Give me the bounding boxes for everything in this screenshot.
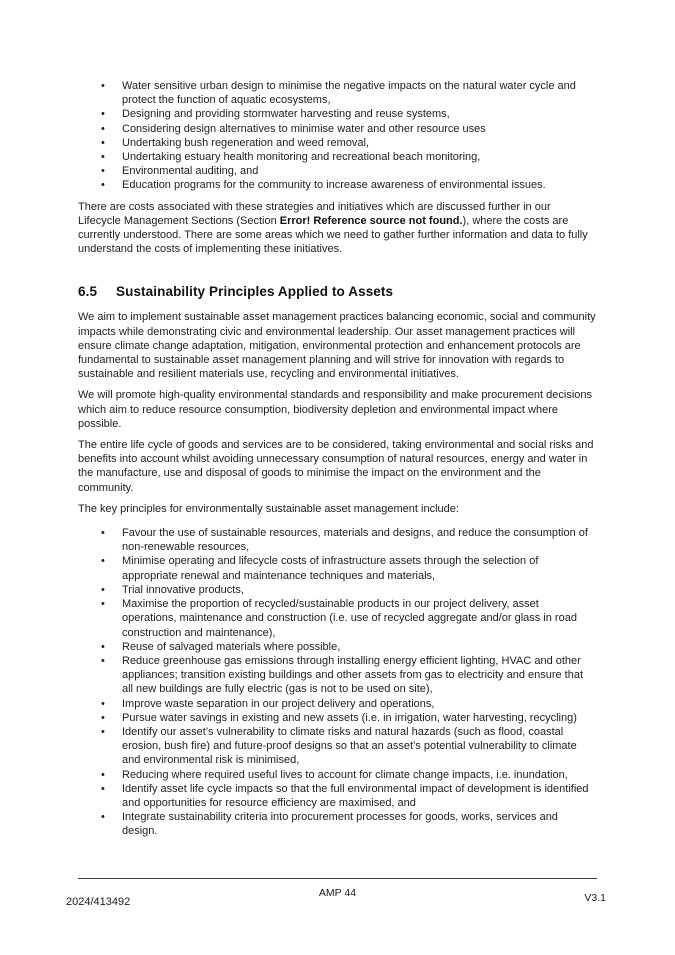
footer-version: V3.1 [584, 892, 606, 904]
list-item: • Trial innovative products, [78, 583, 596, 597]
body-paragraph-aim: We aim to implement sustainable asset management practices balancing economic, social and community impacts while demonstrating civic and environmental leadership. Our asset management practices will ensure climate change adaptation, mitigation, environmental protection and enhancement protocols are fundamental to sustainable asset management planning and will strive for innovation with regards to sustainable and resilient materials use, recycling and environmental initiatives. [78, 311, 596, 381]
list-item: • Improve waste separation in our project delivery and operations, [78, 697, 596, 711]
environment-initiatives-list [78, 79, 596, 193]
list-item: • Considering design alternatives to minimise water and other resource uses [78, 122, 596, 136]
list-item: • Pursue water savings in existing and new assets (i.e. in irrigation, water harvesting, recycling) [78, 711, 596, 725]
body-paragraph-promote: We will promote high-quality environmental standards and responsibility and make procurement decisions which aim to reduce resource consumption, biodiversity depletion and environmental impact where possible. [78, 389, 593, 430]
error-reference-text: Error! Reference source not found. [279, 214, 463, 227]
list-item: • Integrate sustainability criteria into procurement processes for goods, works, services and design. [78, 810, 596, 838]
list-item: • Identify asset life cycle impacts so that the full environmental impact of development is identified and opportunities for resource efficiency are maximised, and [78, 782, 596, 810]
footer-doc-number: 2024/413492 [66, 896, 131, 908]
list-item: • Favour the use of sustainable resources, materials and designs, and reduce the consumption of non-renewable resources, [78, 526, 596, 554]
list-item: • Reducing where required useful lives to account for climate change impacts, i.e. inundation, [78, 768, 596, 782]
list-item: • Environmental auditing, and [78, 164, 596, 178]
footer-divider [78, 878, 597, 879]
costs-text-before: There are costs associated with these strategies and initiatives which are discussed further in our Lifecycle Management Sections (Section [78, 200, 551, 227]
list-item: • Designing and providing stormwater harvesting and reuse systems, [78, 107, 596, 121]
list-item: • Reduce greenhouse gas emissions through installing energy efficient lighting, HVAC and other appliances; transition existing buildings and other assets from gas to electricity and ensure that all new buildings are fully electric (gas is not to be used on site), [78, 654, 596, 697]
list-item: • Reuse of salvaged materials where possible, [78, 640, 596, 654]
footer-page-label: AMP 44 [318, 887, 357, 899]
body-paragraph-lifecycle: The entire life cycle of goods and services are to be considered, taking environmental and social risks and benefits into account whilst avoiding unnecessary consumption of natural resources, energy and water in the manufacture, use and disposal of goods to minimise the impact on the environment and the community. [78, 439, 594, 494]
list-item: • Water sensitive urban design to minimise the negative impacts on the natural water cycle and protect the function of aquatic ecosystems, [78, 79, 596, 107]
list-item: • Maximise the proportion of recycled/sustainable products in our project delivery, asset operations, maintenance and construction (i.e. use of recycled aggregate and/or glass in road construction and maintenance), [78, 597, 596, 640]
section-title: Sustainability Principles Applied to Assets [116, 284, 394, 300]
list-item: • Undertaking estuary health monitoring and recreational beach monitoring, [78, 150, 596, 164]
key-principles-list [78, 526, 596, 838]
list-item: • Minimise operating and lifecycle costs of infrastructure assets through the selection of appropriate renewal and maintenance techniques and materials, [78, 554, 596, 582]
costs-text-after: ), where the costs are currently understood. There are some areas which we need to gather further information and data to fully understand the costs of implementing these initiatives. [78, 214, 588, 256]
key-principles-intro: The key principles for environmentally sustainable asset management include: [78, 502, 459, 515]
list-item: • Identify our asset’s vulnerability to climate risks and natural hazards (such as flood, coastal erosion, bush fire) and future-proof designs so that an asset’s potential vulnerability to climate and environmental risk is minimised, [78, 725, 596, 768]
list-item: • Education programs for the community to increase awareness of environmental issues. [78, 178, 596, 192]
section-number: 6.5 [78, 284, 98, 300]
list-item: • Undertaking bush regeneration and weed removal, [78, 136, 596, 150]
body-paragraph-costs [78, 200, 596, 257]
section-heading [78, 283, 596, 300]
document-content [78, 79, 596, 839]
